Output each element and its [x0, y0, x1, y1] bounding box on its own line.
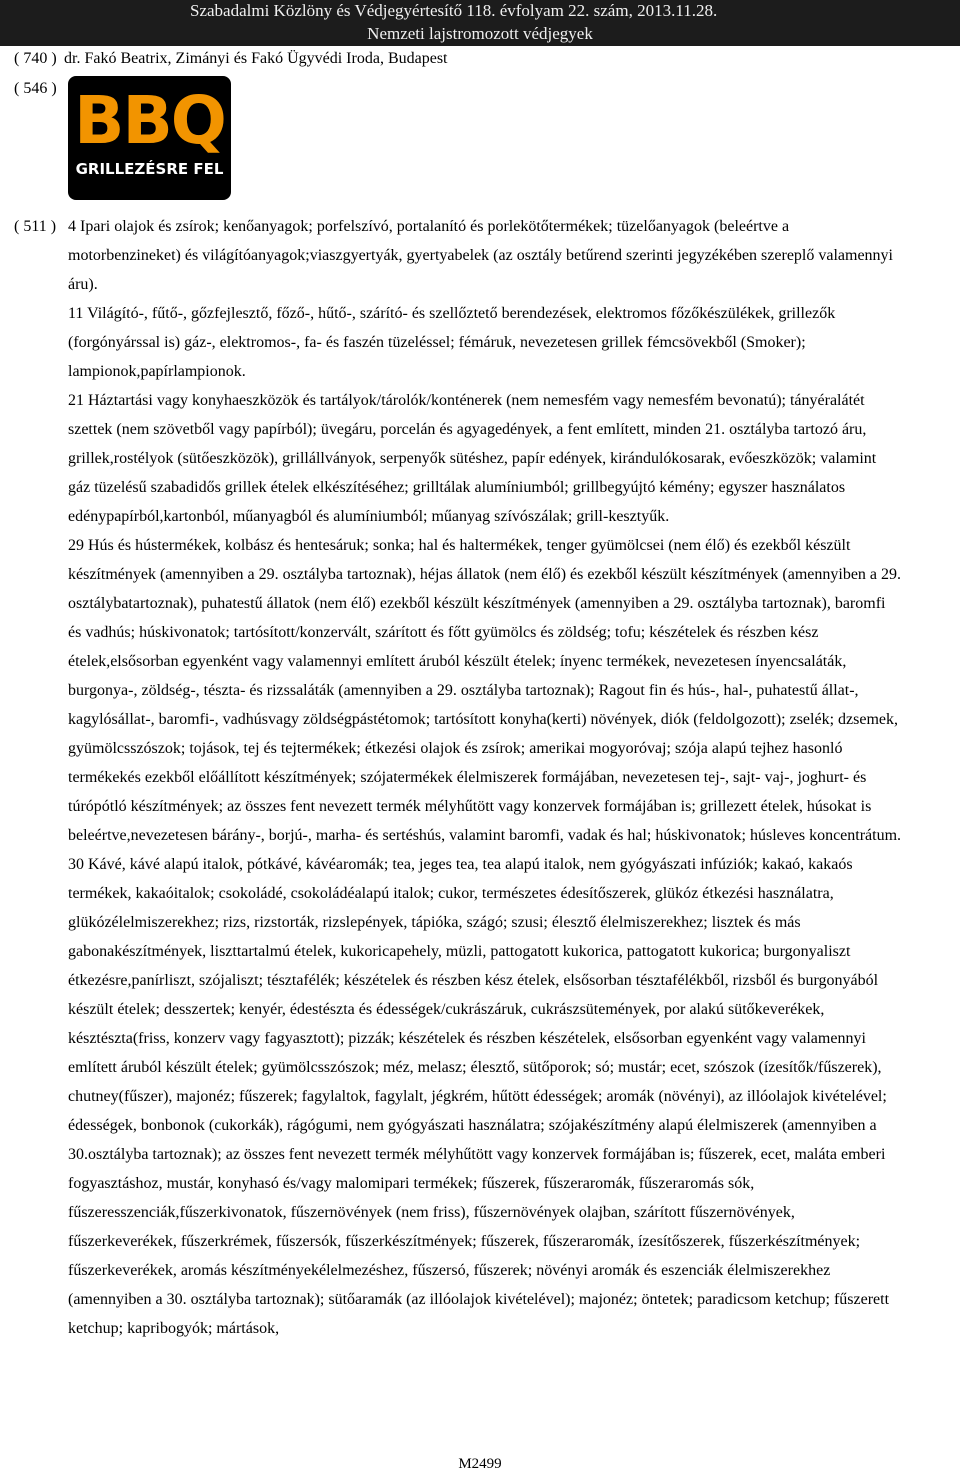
goods-list [68, 212, 902, 1343]
page-number: M2499 [458, 1456, 502, 1472]
code-546: ( 546 ) [14, 80, 57, 97]
holder-name: dr. Fakó Beatrix, Zimányi és Fakó Ügyvédi Iroda, Budapest [64, 50, 448, 67]
class-30-paragraph: 30 Kávé, kávé alapú italok, pótkávé, kávéaromák; tea, jeges tea, tea alapú italok, nem gyógyászati infúziók; kakaó, kakaós termékek, kakaóitalok; csokoládé, csokoládéalapú italok; cukor, természetes édesítőszerek, glükóz étkezési használatra, glükózélelmiszerekhez; rizs, rizstorták, rizslepények, tápióka, szágó; szusi; élesztő élelmiszerekhez; lisztek és más gabonakészítmények, liszttartalmú ételek, kukoricapehely, müzli, pattogatott kukorica, pattogatott kukorica; burgonyaliszt étkezésre,panírliszt, szójaliszt; tésztafélék; készételek és részben kész ételek, elsősorban tésztafélékből, rizsből és burgonyából készült ételek; desszertek; kenyér, édestészta és édességek/cukrászáruk, cukrászsütemények, por alakú sütőkeverékek, késztészta(friss, konzerv vagy fagyasztott); pizzák; készételek és részben készételek, elsősorban egyenként vagy valamennyi említett áruból készült ételek; gyümölcsszószok; méz, melasz; élesztő, sütőporok; só; mustár; ecet, szószok (ízesítők/fűszerek), chutney(fűszer), majonéz; fűszerek; fagylaltok, fagylalt, jégkrém, hűtött édességek; aromák (növényi), az illóolajok kivételével; édességek, bonbonok (cukorkák), rágógumi, nem gyógyászati használatra; szójakészítmény alapú élelmiszerek (amennyiben a 30.osztályba tartoznak); az összes fent nevezett termék mélyhűtött vagy konzervek formájában is; fűszerek, ecet, maláta emberi fogyasztáshoz, mustár, konyhasó és/vagy malomipari termékek; fűszerek, fűszeraromák, fűszeraromás sók, fűszeresszenciák,fűszerkivonatok, fűszernövények (nem friss), fűszernövények olajban, szárított fűszernövények, fűszerkeverékek, fűszerkrémek, fűszersók, fűszerkészítmények; fűszerek, fűszeraromák, ízesítőszerek, fűszerkészítmények; fűszerkeverékek, aromás készítményekélelmezéshez, fűszersó, fűszerek; növényi aromák és eszenciák élelmiszerekhez (amennyiben a 30. osztályba tartoznak); sütőaramák (az illóolajok kivételével); majonéz; öntetek; paradicsom ketchup; fűszerett ketchup; kapribogyók; mártások, [68, 856, 890, 1337]
code-740: ( 740 ) [14, 50, 57, 67]
journal-title: Szabadalmi Közlöny és Védjegyértesítő 118. évfolyam 22. szám, 2013.11.28. [190, 1, 718, 20]
journal-header [0, 0, 960, 46]
class-29-paragraph: 29 Hús és hústermékek, kolbász és hentesáruk; sonka; hal és haltermékek, tenger gyümölcsei (nem élő) és ezekből készült készítmények (amennyiben a 29. osztályba tartoznak), héjas állatok (nem élő) és ezekből készült készítmények (amennyiben a 29. osztálybatartoznak), puhatestű állatok (nem élő) ezekből készült készítmények (amennyiben a 29. osztályba tartoznak), baromfi és vadhús; húskivonatok; tartósított/konzervált, szárított és főtt gyümölcs és zöldség; tofu; készételek és részben kész ételek,elsősorban egyenként vagy valamennyi említett áruból készült ételek; ínyenc termékek, nevezetesen ínyencsaláták, burgonya-, zöldség-, tészta- és rizssaláták (amennyiben a 29. osztályba tartoznak); Ragout fin és hús-, hal-, puhatestű állat-, kagylósállat-, baromfi-, vadhúsvagy zöldségpástétomok; tartósított konyha(kerti) növények, diók (feldolgozott); zselék; dzsemek, gyümölcsszószok; tojások, tej és tejtermékek; étkezési olajok és zsírok; amerikai mogyoróvaj; szója alapú tejhez hasonló termékekés ezekből előállított készítmények; szójatermékek élelmiszerek formájában, nevezetesen tej-, sajt- vaj-, joghurt- és túrópótló készítmények; az összes fent nevezett termék mélyhűtött vagy konzervek formájában is; grillezett ételek, húsokat is beleértve,nevezetesen bárány-, borjú-, marha- és sertéshús, valamint baromfi, vadak és hal; húskivonatok; húsleves koncentrátum. [68, 537, 902, 844]
logo-main-text: BBQ [74, 82, 225, 159]
holder-line [14, 50, 447, 68]
section-title: Nemzeti lajstromozott védjegyek [367, 24, 593, 43]
logo-sub-text: GRILLEZÉSRE FEL [75, 160, 224, 178]
class-4-paragraph: 4 Ipari olajok és zsírok; kenőanyagok; porfelszívó, portalanító és porlekötőtermékek; tüzelőanyagok (beleértve a motorbenzineket) és világítóanyagok;viaszgyertyák, gyertyabelek (az osztály betűrend szerinti jegyzékében szereplő valamennyi áru). [68, 218, 893, 293]
class-11-paragraph: 11 Világító-, fűtő-, gőzfejlesztő, főző-, hűtő-, szárító- és szellőztető berendezések, elektromos főzőkészülékek, grillezők (forgónyárssal is) gáz-, elektromos-, fa- és faszén tüzeléssel; fémáruk, nevezetesen grillek fémcsövekből (Smoker); lampionok,papírlampionok. [68, 305, 836, 380]
code-511: ( 511 ) [14, 218, 57, 235]
bbq-logo-image [68, 76, 231, 200]
class-21-paragraph: 21 Háztartási vagy konyhaeszközök és tartályok/tárolók/konténerek (nem nemesfém vagy nemesfém bevonatú); tányéralátét szettek (nem szövetből vagy papírból); üvegáru, porcelán és agyagedények, a fent említett, minden 21. osztályba tartozó áru, grillek,rostélyok (sütőeszközök), grillállványok, serpenyők sütéshez, papír edények, kirándulókosarak, evőeszközök; valamint gáz tüzelésű szabadidős grillek ételek elkészítéséhez; grilltálak alumíniumból; grillbegyújtó kémény; egyszer használatos edénypapírból,kartonból, műanyagból és alumíniumból; műanyag szívószálak; grill-kesztyűk. [68, 392, 877, 525]
